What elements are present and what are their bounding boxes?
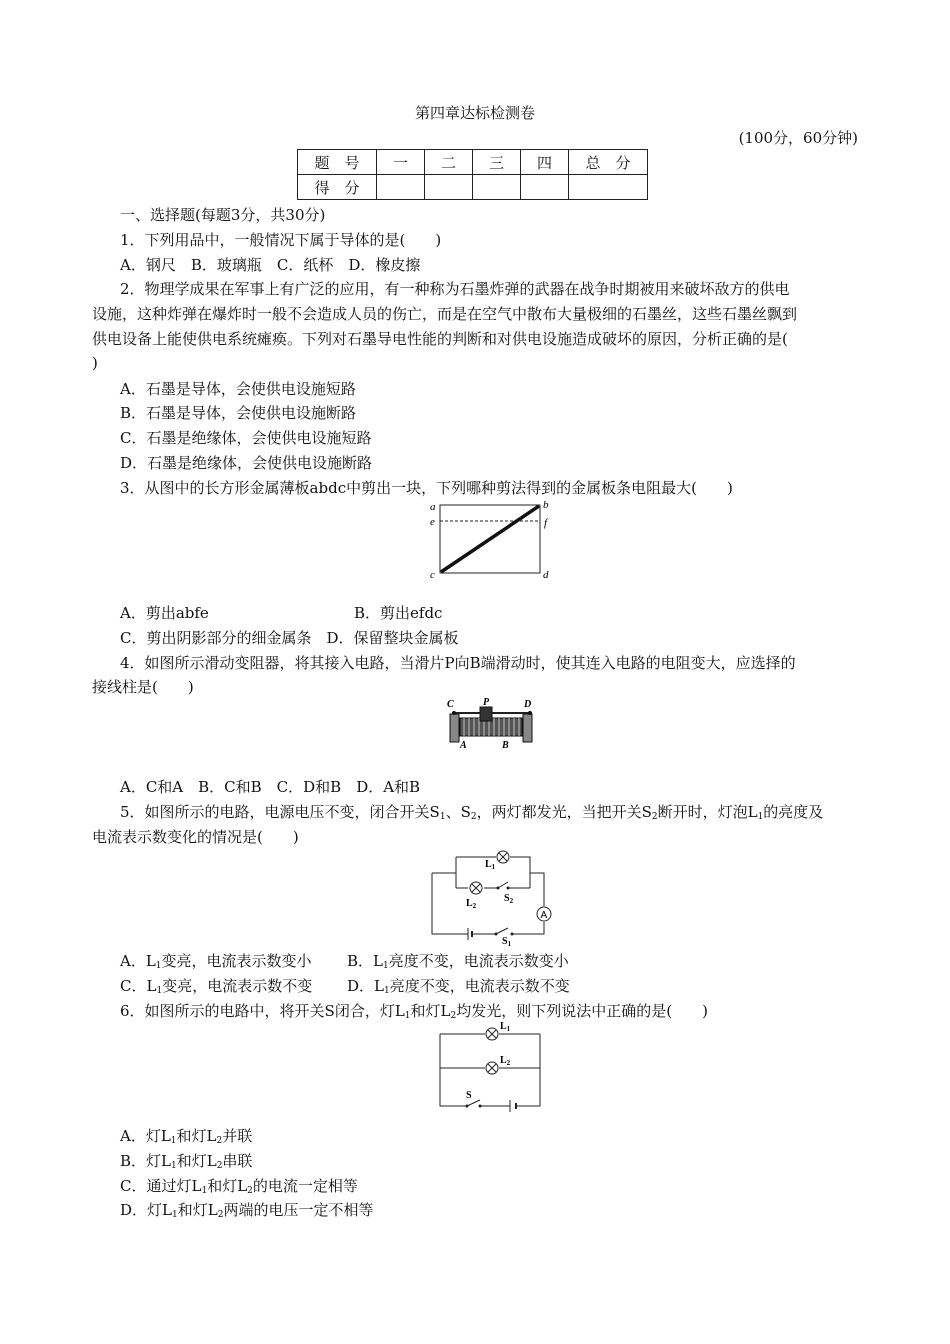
q1-options: A．钢尺 B．玻璃瓶 C．纸杯 D．橡皮擦 — [120, 256, 421, 274]
q5-option-a: A．$L_1$变亮，电流表示数变小 — [120, 952, 312, 971]
label-e: e — [430, 516, 435, 528]
page-title: 第四章达标检测卷 — [414, 104, 535, 122]
terminal-d — [528, 711, 532, 715]
q6-stem: 6．如图所示的电路中，将开关S闭合，灯$L_1$和灯$L_2$均发光，则下列说法中正确的是( ) — [120, 1002, 708, 1021]
shaded-strip — [441, 506, 539, 572]
label-s2: $S_2$ — [504, 893, 514, 905]
q4-stem-line2: 接线柱是( ) — [92, 678, 194, 696]
q2-option-d: D．石墨是绝缘体，会使供电设施断路 — [120, 454, 373, 472]
label-d: d — [543, 569, 549, 581]
label-l1: $L_1$ — [500, 1021, 511, 1033]
battery — [510, 1100, 516, 1112]
q2-option-b: B．石墨是导体，会使供电设施断路 — [120, 404, 357, 422]
q2-option-a: A．石墨是导体，会使供电设施短路 — [120, 380, 356, 398]
q6-option-b: B．灯$L_1$和灯$L_2$串联 — [120, 1152, 253, 1171]
score-empty-cell[interactable] — [569, 175, 648, 200]
label-p: P — [483, 697, 490, 708]
score-header-cell: 三 — [473, 150, 521, 175]
q3-option-cd: C．剪出阴影部分的细金属条 D．保留整块金属板 — [120, 629, 459, 647]
label-a: a — [430, 501, 436, 513]
q3-metal-plate-figure — [410, 496, 560, 582]
label-f: f — [544, 517, 548, 529]
label-b: B — [502, 740, 509, 751]
terminal-c — [452, 711, 456, 715]
score-empty-cell[interactable] — [473, 175, 521, 200]
q3-option-a: A．剪出abfe — [120, 604, 209, 622]
score-empty-cell[interactable] — [377, 175, 425, 200]
lamp-l2 — [470, 882, 482, 894]
lamp-l1 — [497, 851, 509, 863]
battery — [468, 928, 472, 940]
left-support — [450, 714, 459, 742]
q2-stem-line2: 设施，这种炸弹在爆炸时一般不会造成人员的伤亡，而是在空气中散布大量极细的石墨丝，这些石墨丝飘到 — [92, 305, 798, 323]
q6-option-a: A．灯$L_1$和灯$L_2$并联 — [120, 1127, 253, 1146]
label-l2: $L_2$ — [466, 898, 477, 910]
score-empty-cell[interactable] — [425, 175, 473, 200]
slider-p[interactable] — [480, 707, 492, 721]
right-support — [523, 714, 532, 742]
score-header-cell: 二 — [425, 150, 473, 175]
svg-text:A: A — [540, 910, 548, 921]
q5-option-c: C．$L_1$变亮，电流表示数不变 — [120, 977, 313, 996]
lamp-l2 — [486, 1062, 498, 1074]
q4-rheostat-figure — [442, 696, 542, 752]
label-l2: $L_2$ — [500, 1055, 511, 1067]
label-s1: $S_1$ — [502, 936, 512, 946]
q5-option-d: D．$L_1$亮度不变，电流表示数不变 — [347, 977, 570, 996]
label-b: b — [543, 499, 549, 511]
score-empty-cell[interactable] — [521, 175, 569, 200]
label-d: D — [524, 699, 532, 710]
label-a: A — [460, 740, 467, 751]
q6-option-c: C．通过灯$L_1$和灯$L_2$的电流一定相等 — [120, 1177, 358, 1196]
q1-stem: 1．下列用品中，一般情况下属于导体的是( ) — [120, 231, 442, 249]
q6-circuit-figure — [432, 1020, 552, 1112]
q5-circuit-figure — [428, 846, 558, 946]
q5-option-b: B．$L_1$亮度不变，电流表示数变小 — [347, 952, 569, 971]
exam-meta: (100分，60分钟) — [738, 129, 858, 147]
q2-stem-line4: ) — [92, 354, 98, 372]
q2-stem-line1: 2．物理学成果在军事上有广泛的应用，有一种称为石墨炸弹的武器在战争时期被用来破坏敌方的供电 — [120, 280, 790, 298]
score-header-cell: 题 号 — [298, 150, 377, 175]
label-c: c — [430, 569, 435, 581]
q5-stem-line1: 5．如图所示的电路，电源电压不变，闭合开关$S_1$、$S_2$，两灯都发光，当把开关$S_2$断开时，灯泡$L_1$的亮度及 — [120, 803, 824, 822]
section-heading: 一、选择题(每题3分，共30分) — [120, 206, 326, 224]
q5-stem-line2: 电流表示数变化的情况是( ) — [92, 828, 299, 846]
score-header-cell: 四 — [521, 150, 569, 175]
q3-option-b: B．剪出efdc — [354, 604, 443, 622]
score-table — [297, 149, 648, 200]
q6-option-d: D．灯$L_1$和灯$L_2$两端的电压一定不相等 — [120, 1201, 374, 1220]
q4-stem-line1: 4．如图所示滑动变阻器，将其接入电路，当滑片P向B端滑动时，使其连入电路的电阻变大，应选择的 — [120, 654, 796, 672]
q2-stem-line3: 供电设备上能使供电系统瘫痪。下列对石墨导电性能的判断和对供电设施造成破坏的原因，分析正确的是( — [92, 330, 788, 348]
switch-s2[interactable] — [497, 882, 510, 890]
ammeter — [537, 907, 551, 921]
score-header-cell: 总 分 — [569, 150, 648, 175]
score-table-header-row — [298, 150, 648, 175]
q2-option-c: C．石墨是绝缘体，会使供电设施短路 — [120, 429, 372, 447]
score-header-cell: 一 — [377, 150, 425, 175]
score-label-cell: 得 分 — [298, 175, 377, 200]
switch-s1[interactable] — [495, 928, 514, 936]
label-l1: $L_1$ — [485, 859, 496, 871]
q4-options: A．C和A B．C和B C．D和B D．A和B — [120, 778, 421, 796]
label-s: S — [466, 1090, 472, 1101]
lamp-l1 — [486, 1028, 498, 1040]
score-table-score-row — [298, 175, 648, 200]
label-c: C — [447, 699, 454, 710]
switch-s[interactable] — [466, 1100, 482, 1108]
q3-stem: 3．从图中的长方形金属薄板abdc中剪出一块，下列哪种剪法得到的金属板条电阻最大( ) — [120, 479, 733, 497]
